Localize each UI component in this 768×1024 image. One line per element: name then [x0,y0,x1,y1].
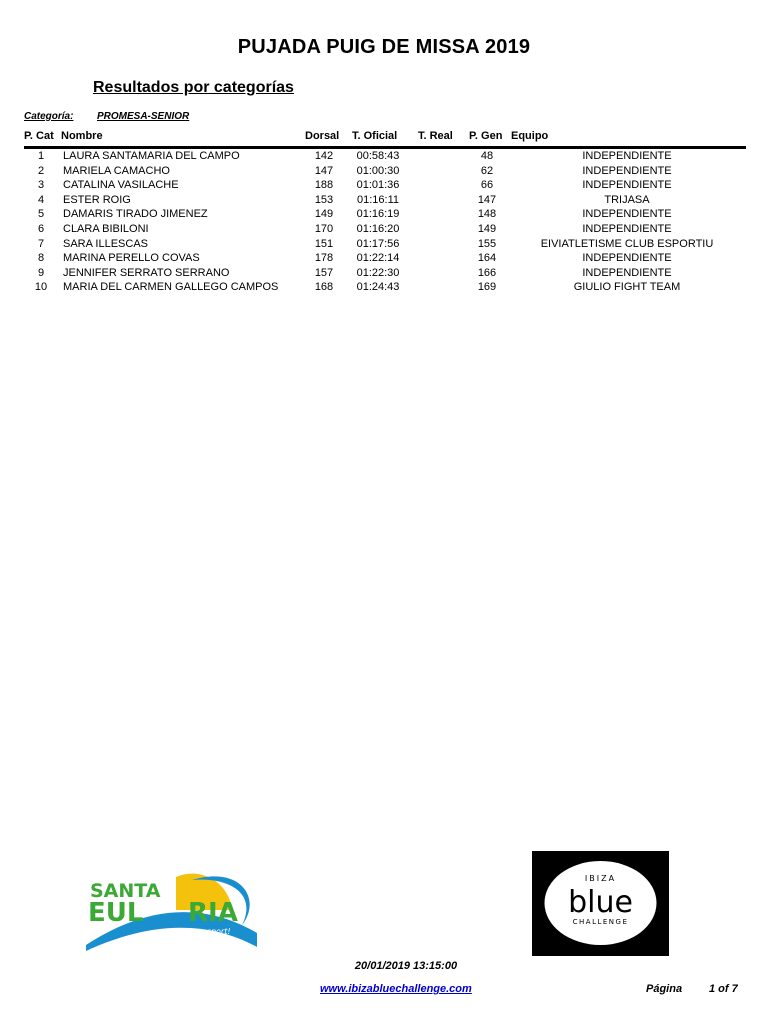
cell-equipo: INDEPENDIENTE [582,222,672,235]
cell-name: MARIA DEL CARMEN GALLEGO CAMPOS [63,281,279,294]
cell-equipo: INDEPENDIENTE [582,266,672,279]
cell-equipo: INDEPENDIENTE [582,150,672,162]
svg-text:SANTA: SANTA [90,880,161,902]
cell-t-oficial: 01:22:30 [356,266,400,279]
category-value: PROMESA-SENIOR [97,111,190,122]
table-row [0,266,768,281]
table-row [0,178,768,193]
cell-t-oficial: 01:22:14 [356,252,400,265]
cell-pos: 6 [37,222,45,235]
cell-p-gen: 169 [477,281,497,294]
cell-name: MARIELA CAMACHO [63,164,170,177]
cell-dorsal: 168 [314,281,334,294]
document-title: PUJADA PUIG DE MISSA 2019 [237,36,531,58]
cell-dorsal: 178 [314,252,334,265]
cell-t-oficial: 01:01:36 [356,179,400,192]
cell-name: JENNIFER SERRATO SERRANO [63,266,230,279]
cell-p-gen: 147 [477,193,497,206]
cell-name: DAMARIS TIRADO JIMENEZ [63,208,208,221]
cell-pos: 1 [37,150,45,162]
cell-name: ESTER ROIG [63,193,131,206]
header-pos: P. Cat [24,130,54,142]
cell-name: CLARA BIBILONI [63,222,149,235]
svg-text:CHALLENGE: CHALLENGE [572,918,629,926]
cell-dorsal: 153 [314,193,334,206]
santa-eularia-logo [72,855,268,955]
table-row [0,280,768,295]
cell-t-oficial: 01:17:56 [356,237,400,250]
svg-text:blue: blue [568,885,633,920]
svg-text:EUL: EUL [88,898,144,928]
cell-pos: 2 [37,164,45,177]
cell-equipo: EIVIATLETISME CLUB ESPORTIU [540,237,714,250]
svg-text:Fem esport!: Fem esport! [182,927,231,936]
table-row [0,149,768,164]
cell-dorsal: 157 [314,266,334,279]
cell-t-oficial: 01:16:19 [356,208,400,221]
cell-dorsal: 142 [314,150,334,162]
cell-pos: 8 [37,252,45,265]
header-dorsal: Dorsal [305,130,340,142]
table-row [0,222,768,237]
cell-equipo: INDEPENDIENTE [582,252,672,265]
svg-text:RIA: RIA [188,898,238,928]
cell-name: LAURA SANTAMARIA DEL CAMPO [63,150,240,162]
cell-p-gen: 166 [477,266,497,279]
table-row [0,207,768,222]
page-label: Página [646,983,683,995]
header-t-real: T. Real [418,130,453,142]
cell-t-oficial: 01:16:11 [356,193,399,206]
header-t-oficial: T. Oficial [352,130,398,142]
cell-name: CATALINA VASILACHE [63,179,179,192]
cell-dorsal: 170 [314,222,334,235]
header-name: Nombre [61,130,103,142]
cell-p-gen: 149 [477,222,497,235]
document-subtitle: Resultados por categorías [93,79,294,96]
cell-p-gen: 164 [477,252,497,265]
footer-datetime: 20/01/2019 13:15:00 [354,960,458,972]
cell-dorsal: 188 [314,179,334,192]
cell-p-gen: 148 [477,208,497,221]
cell-dorsal: 149 [314,208,334,221]
cell-equipo: INDEPENDIENTE [582,179,672,192]
ibiza-blue-challenge-logo [532,851,669,956]
cell-name: MARINA PERELLO COVAS [63,252,200,265]
cell-dorsal: 147 [314,164,334,177]
table-row [0,164,768,179]
cell-equipo: INDEPENDIENTE [582,208,672,221]
cell-pos: 10 [34,281,48,294]
cell-p-gen: 62 [480,164,494,177]
cell-pos: 9 [37,266,45,279]
cell-equipo: TRIJASA [604,193,650,206]
svg-text:IBIZA: IBIZA [584,874,617,883]
cell-pos: 4 [37,193,45,206]
table-row [0,237,768,252]
cell-t-oficial: 00:58:43 [356,150,400,162]
website-link[interactable]: www.ibizabluechallenge.com [320,983,472,995]
category-label: Categoría: [24,111,74,122]
cell-dorsal: 151 [314,237,334,250]
cell-t-oficial: 01:00:30 [356,164,400,177]
cell-p-gen: 66 [480,179,494,192]
cell-pos: 3 [37,179,45,192]
results-table [0,149,768,295]
cell-equipo: GIULIO FIGHT TEAM [573,281,681,294]
table-row [0,251,768,266]
header-p-gen: P. Gen [469,130,503,142]
cell-name: SARA ILLESCAS [63,237,148,250]
cell-equipo: INDEPENDIENTE [582,164,672,177]
cell-pos: 5 [37,208,45,221]
header-equipo: Equipo [511,130,549,142]
page-number: 1 of 7 [709,983,738,995]
cell-pos: 7 [37,237,45,250]
cell-p-gen: 155 [477,237,497,250]
cell-t-oficial: 01:16:20 [356,222,400,235]
cell-t-oficial: 01:24:43 [356,281,400,294]
table-row [0,193,768,208]
cell-p-gen: 48 [480,150,494,162]
